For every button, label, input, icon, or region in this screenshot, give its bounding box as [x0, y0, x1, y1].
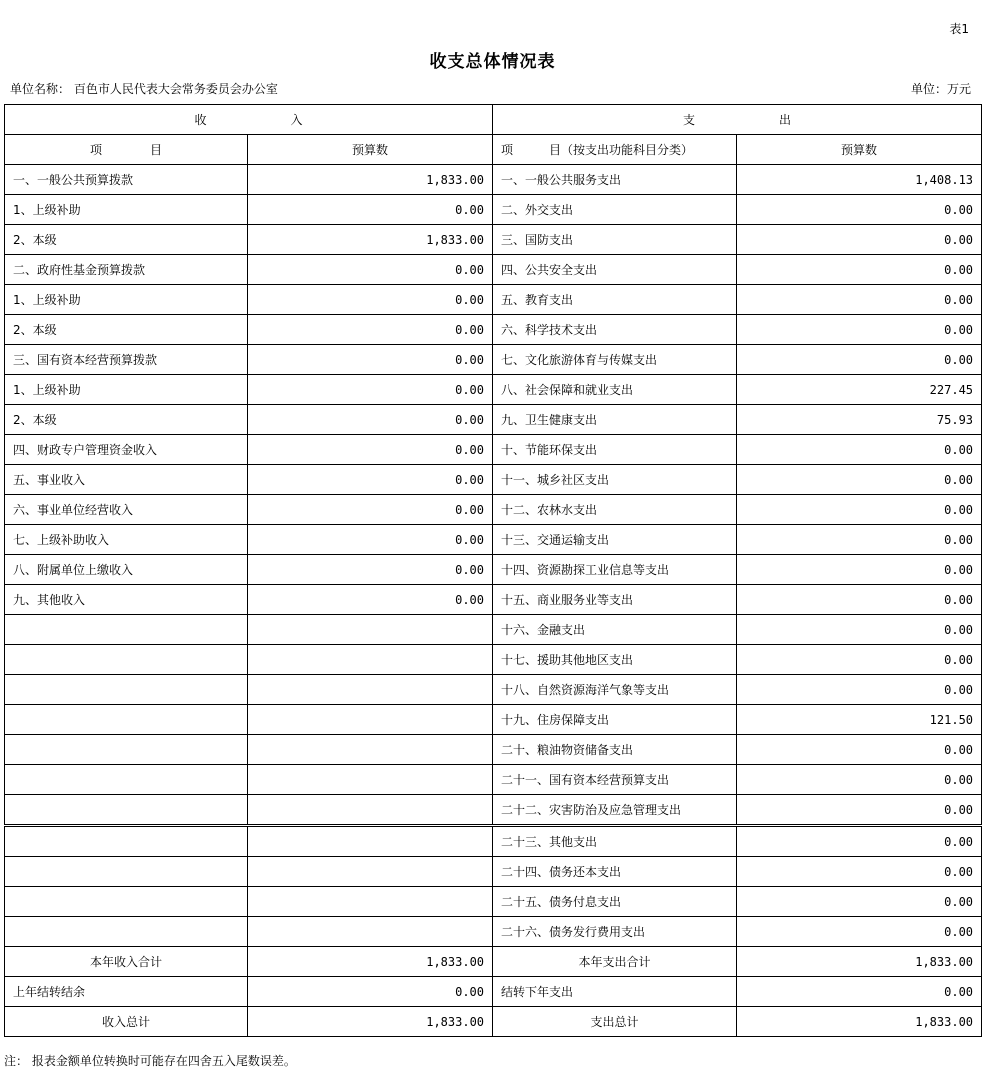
income-header: 收 入	[5, 105, 493, 135]
income-budget-cell	[248, 645, 493, 675]
expense-budget-cell: 0.00	[737, 495, 982, 525]
expense-budget-cell: 0.00	[737, 585, 982, 615]
table-row	[5, 857, 982, 887]
header-row-1	[5, 105, 982, 135]
income-budget-cell	[248, 615, 493, 645]
unit-name-value: 百色市人民代表大会常务委员会办公室	[73, 82, 278, 96]
expense-budget-cell: 0.00	[737, 645, 982, 675]
table-row	[5, 375, 982, 405]
income-budget-cell: 0.00	[248, 585, 493, 615]
expense-budget-cell: 227.45	[737, 375, 982, 405]
expense-budget-cell: 0.00	[737, 255, 982, 285]
income-budget-cell	[248, 795, 493, 826]
expense-budget-cell: 0.00	[737, 555, 982, 585]
table-row	[5, 345, 982, 375]
expense-budget-cell: 0.00	[737, 917, 982, 947]
unit-name-label: 单位名称：	[10, 82, 71, 96]
unit-name	[10, 80, 278, 97]
table-row	[5, 705, 982, 735]
expense-budget-cell: 0.00	[737, 225, 982, 255]
income-item-cell	[5, 917, 248, 947]
total-row	[5, 977, 982, 1007]
expense-budget-cell: 0.00	[737, 345, 982, 375]
income-item-cell	[5, 887, 248, 917]
expense-item-cell: 十一、城乡社区支出	[493, 465, 737, 495]
total-expense-label: 本年支出合计	[493, 947, 737, 977]
income-item-cell	[5, 826, 248, 857]
income-item-cell	[5, 645, 248, 675]
income-item-cell: 二、政府性基金预算拨款	[5, 255, 248, 285]
income-item-cell	[5, 705, 248, 735]
expense-item-cell: 二十六、债务发行费用支出	[493, 917, 737, 947]
income-budget-cell	[248, 887, 493, 917]
expense-budget-cell: 121.50	[737, 705, 982, 735]
total-expense-label: 结转下年支出	[493, 977, 737, 1007]
expense-budget-cell: 0.00	[737, 615, 982, 645]
income-item-cell: 四、财政专户管理资金收入	[5, 435, 248, 465]
table-row	[5, 255, 982, 285]
total-row	[5, 1007, 982, 1037]
expense-budget-cell: 75.93	[737, 405, 982, 435]
expense-budget-cell: 1,408.13	[737, 165, 982, 195]
expense-item-cell: 二、外交支出	[493, 195, 737, 225]
expense-item-cell: 二十四、债务还本支出	[493, 857, 737, 887]
table-row	[5, 435, 982, 465]
table-tag: 表1	[949, 22, 969, 36]
expense-item-cell: 十二、农林水支出	[493, 495, 737, 525]
expense-item-cell: 十七、援助其他地区支出	[493, 645, 737, 675]
total-row	[5, 947, 982, 977]
table-row	[5, 645, 982, 675]
expense-item-cell: 二十三、其他支出	[493, 826, 737, 857]
total-income-value: 1,833.00	[248, 947, 493, 977]
income-item-cell: 2、本级	[5, 225, 248, 255]
table-row	[5, 675, 982, 705]
header-row-2	[5, 135, 982, 165]
table-row	[5, 826, 982, 857]
income-budget-cell: 0.00	[248, 195, 493, 225]
total-income-label: 收入总计	[5, 1007, 248, 1037]
footnote: 注： 报表金额单位转换时可能存在四舍五入尾数误差。	[4, 1054, 296, 1068]
income-budget-cell: 0.00	[248, 285, 493, 315]
income-budget-cell	[248, 826, 493, 857]
income-budget-cell	[248, 917, 493, 947]
expense-budget-cell: 0.00	[737, 435, 982, 465]
table-row	[5, 225, 982, 255]
income-item-cell	[5, 765, 248, 795]
expense-item-cell: 八、社会保障和就业支出	[493, 375, 737, 405]
expense-item-cell: 十六、金融支出	[493, 615, 737, 645]
table-row	[5, 165, 982, 195]
expense-budget-cell: 0.00	[737, 465, 982, 495]
table-row	[5, 585, 982, 615]
expense-budget-cell: 0.00	[737, 887, 982, 917]
table-row	[5, 285, 982, 315]
income-item-cell: 1、上级补助	[5, 375, 248, 405]
income-budget-cell: 0.00	[248, 465, 493, 495]
income-item-cell	[5, 857, 248, 887]
expense-budget-cell: 0.00	[737, 675, 982, 705]
income-budget-cell	[248, 735, 493, 765]
income-budget-cell: 0.00	[248, 375, 493, 405]
expense-item-cell: 十四、资源勘探工业信息等支出	[493, 555, 737, 585]
expense-item-cell: 五、教育支出	[493, 285, 737, 315]
income-item-header: 项 目	[5, 135, 248, 165]
expense-budget-cell: 0.00	[737, 195, 982, 225]
expense-budget-cell: 0.00	[737, 735, 982, 765]
total-income-value: 1,833.00	[248, 1007, 493, 1037]
expense-item-cell: 十九、住房保障支出	[493, 705, 737, 735]
income-item-cell: 七、上级补助收入	[5, 525, 248, 555]
expense-item-cell: 四、公共安全支出	[493, 255, 737, 285]
income-expense-table	[4, 104, 982, 1037]
money-unit: 单位：万元	[910, 82, 971, 96]
income-item-cell	[5, 675, 248, 705]
income-item-cell: 九、其他收入	[5, 585, 248, 615]
expense-item-cell: 二十一、国有资本经营预算支出	[493, 765, 737, 795]
table-row	[5, 917, 982, 947]
income-budget-cell	[248, 705, 493, 735]
income-item-cell: 一、一般公共预算拨款	[5, 165, 248, 195]
income-item-cell: 六、事业单位经营收入	[5, 495, 248, 525]
income-budget-header: 预算数	[248, 135, 493, 165]
income-budget-cell: 0.00	[248, 555, 493, 585]
income-budget-cell: 0.00	[248, 315, 493, 345]
table-row	[5, 525, 982, 555]
expense-item-cell: 七、文化旅游体育与传媒支出	[493, 345, 737, 375]
expense-item-cell: 十八、自然资源海洋气象等支出	[493, 675, 737, 705]
income-item-cell	[5, 615, 248, 645]
income-budget-cell	[248, 765, 493, 795]
expense-item-cell: 十五、商业服务业等支出	[493, 585, 737, 615]
table-row	[5, 555, 982, 585]
table-row	[5, 887, 982, 917]
income-budget-cell: 1,833.00	[248, 165, 493, 195]
expense-item-cell: 二十五、债务付息支出	[493, 887, 737, 917]
expense-budget-cell: 0.00	[737, 795, 982, 826]
expense-budget-cell: 0.00	[737, 765, 982, 795]
table-row	[5, 315, 982, 345]
total-expense-value: 1,833.00	[737, 947, 982, 977]
page-title: 收支总体情况表	[429, 52, 556, 72]
income-item-cell: 五、事业收入	[5, 465, 248, 495]
income-budget-cell: 0.00	[248, 255, 493, 285]
total-income-label: 本年收入合计	[5, 947, 248, 977]
expense-item-cell: 九、卫生健康支出	[493, 405, 737, 435]
expense-item-cell: 十三、交通运输支出	[493, 525, 737, 555]
expense-item-cell: 一、一般公共服务支出	[493, 165, 737, 195]
expense-item-header: 项 目（按支出功能科目分类）	[493, 135, 737, 165]
total-income-value: 0.00	[248, 977, 493, 1007]
income-item-cell: 1、上级补助	[5, 195, 248, 225]
total-expense-value: 0.00	[737, 977, 982, 1007]
table-row	[5, 405, 982, 435]
income-budget-cell: 0.00	[248, 525, 493, 555]
expense-budget-cell: 0.00	[737, 285, 982, 315]
table-row	[5, 465, 982, 495]
income-item-cell: 2、本级	[5, 405, 248, 435]
income-item-cell	[5, 735, 248, 765]
table-row	[5, 765, 982, 795]
income-item-cell: 2、本级	[5, 315, 248, 345]
expense-item-cell: 六、科学技术支出	[493, 315, 737, 345]
income-budget-cell: 0.00	[248, 345, 493, 375]
income-budget-cell	[248, 675, 493, 705]
expense-item-cell: 二十二、灾害防治及应急管理支出	[493, 795, 737, 826]
income-item-cell	[5, 795, 248, 826]
expense-item-cell: 三、国防支出	[493, 225, 737, 255]
income-item-cell: 八、附属单位上缴收入	[5, 555, 248, 585]
expense-budget-cell: 0.00	[737, 826, 982, 857]
income-budget-cell: 0.00	[248, 435, 493, 465]
total-expense-value: 1,833.00	[737, 1007, 982, 1037]
income-item-cell: 1、上级补助	[5, 285, 248, 315]
expense-item-cell: 二十、粮油物资储备支出	[493, 735, 737, 765]
expense-header: 支 出	[493, 105, 982, 135]
expense-budget-cell: 0.00	[737, 315, 982, 345]
table-row	[5, 615, 982, 645]
expense-budget-header: 预算数	[737, 135, 982, 165]
table-row	[5, 795, 982, 826]
total-expense-label: 支出总计	[493, 1007, 737, 1037]
expense-budget-cell: 0.00	[737, 525, 982, 555]
income-budget-cell: 0.00	[248, 495, 493, 525]
table-row	[5, 495, 982, 525]
income-item-cell: 三、国有资本经营预算拨款	[5, 345, 248, 375]
expense-item-cell: 十、节能环保支出	[493, 435, 737, 465]
income-budget-cell: 0.00	[248, 405, 493, 435]
table-row	[5, 735, 982, 765]
total-income-label: 上年结转结余	[5, 977, 248, 1007]
expense-budget-cell: 0.00	[737, 857, 982, 887]
income-budget-cell: 1,833.00	[248, 225, 493, 255]
table-row	[5, 195, 982, 225]
income-budget-cell	[248, 857, 493, 887]
